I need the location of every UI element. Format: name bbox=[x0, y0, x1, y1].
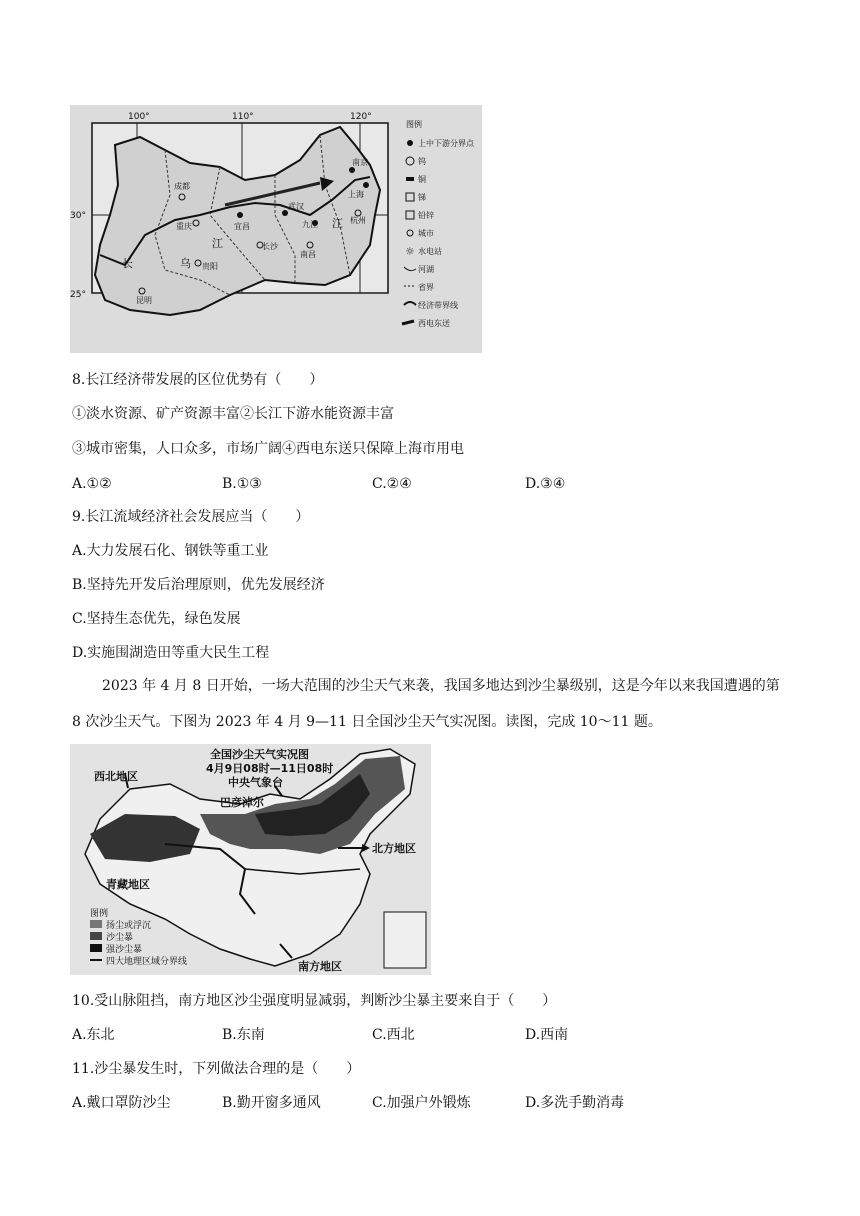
q8-stem: 8.长江经济带发展的区位优势有（ ） bbox=[72, 372, 324, 388]
city-label: 宜昌 bbox=[234, 222, 250, 231]
river-char: 江 bbox=[212, 237, 223, 250]
region-north: 北方地区 bbox=[372, 842, 416, 855]
legend-item: 强沙尘暴 bbox=[106, 945, 143, 955]
legend-title: 图例 bbox=[406, 120, 422, 129]
lon-label: 120° bbox=[350, 112, 372, 122]
city-label: 南京 bbox=[352, 158, 368, 167]
map2-time: 4月9日08时—11日08时 bbox=[206, 762, 334, 775]
q9-option-b: B.坚持先开发后治理原则，优先发展经济 bbox=[72, 577, 325, 593]
legend-item: 铅锌 bbox=[418, 211, 434, 220]
q8-option-d: D.③④ bbox=[525, 476, 566, 492]
q11-option-c: C.加强户外锻炼 bbox=[372, 1095, 471, 1111]
q11-option-b: B.勤开窗多通风 bbox=[222, 1095, 321, 1111]
q8-option-a: A.①② bbox=[72, 476, 112, 492]
dust-weather-map bbox=[70, 744, 431, 975]
region-bayannur: 巴彦淖尔 bbox=[220, 796, 264, 809]
q9-option-c: C.坚持生态优先，绿色发展 bbox=[72, 611, 241, 627]
legend-item: 西电东送 bbox=[418, 319, 450, 328]
map2-title: 全国沙尘天气实况图 bbox=[210, 748, 309, 761]
city-label: 成都 bbox=[174, 182, 190, 191]
q11-option-a: A.戴口罩防沙尘 bbox=[72, 1095, 171, 1111]
q9-option-a: A.大力发展石化、钢铁等重工业 bbox=[72, 543, 269, 559]
legend-item: 四大地理区域分界线 bbox=[106, 957, 188, 967]
city-label: 长沙 bbox=[262, 242, 278, 251]
q8-statement-1: ①淡水资源、矿产资源丰富②长江下游水能资源丰富 bbox=[72, 406, 394, 422]
legend-item: 经济带界线 bbox=[418, 301, 458, 310]
lon-label: 100° bbox=[128, 112, 150, 122]
legend-item: 锑 bbox=[418, 193, 426, 202]
river-char: 江 bbox=[332, 217, 343, 230]
river-char: 乌 bbox=[180, 257, 191, 270]
city-label: 贵阳 bbox=[202, 262, 218, 271]
q10-option-d: D.西南 bbox=[525, 1027, 569, 1043]
city-label: 重庆 bbox=[176, 222, 192, 231]
q8-statement-2: ③城市密集，人口众多，市场广阔④西电东送只保障上海市用电 bbox=[72, 441, 464, 457]
legend-item: 铜 bbox=[418, 175, 426, 184]
q9-stem: 9.长江流域经济社会发展应当（ ） bbox=[72, 509, 310, 525]
q8-option-c: C.②④ bbox=[372, 476, 412, 492]
map2-source: 中央气象台 bbox=[228, 776, 283, 789]
city-label: 杭州 bbox=[350, 216, 366, 225]
q10-option-c: C.西北 bbox=[372, 1027, 415, 1043]
yangtze-economic-belt-map bbox=[70, 105, 482, 353]
region-south: 南方地区 bbox=[298, 960, 342, 973]
city-label: 九江 bbox=[302, 220, 318, 229]
lat-label: 30° bbox=[70, 211, 86, 221]
legend-item: 城市 bbox=[418, 229, 434, 238]
map2-legend-title: 图例 bbox=[90, 909, 109, 919]
legend-item: 钨 bbox=[418, 157, 426, 166]
legend-item: 省界 bbox=[418, 283, 434, 292]
q11-stem: 11.沙尘暴发生时，下列做法合理的是（ ） bbox=[72, 1061, 361, 1077]
passage-text: 2023 年 4 月 8 日开始，一场大范围的沙尘天气来袭，我国多地达到沙尘暴级别，这是今年以来我国遭遇的第 8 次沙尘天气。下图为 2023 年 4 月 9—11 日全国沙尘天气实况图。读图，完成 10～11 题。 bbox=[72, 678, 780, 730]
region-qinghai-tibet: 青藏地区 bbox=[106, 878, 150, 891]
lon-label: 110° bbox=[232, 112, 254, 122]
q9-option-d: D.实施围湖造田等重大民生工程 bbox=[72, 645, 270, 661]
city-label: 昆明 bbox=[136, 296, 152, 305]
legend-item: 扬尘或浮沉 bbox=[106, 921, 152, 931]
lat-label: 25° bbox=[70, 290, 86, 300]
river-char: 长 bbox=[122, 257, 133, 270]
legend-item: 沙尘暴 bbox=[106, 933, 134, 943]
q8-option-b: B.①③ bbox=[222, 476, 262, 492]
city-label: 武汉 bbox=[288, 202, 304, 211]
q10-stem: 10.受山脉阻挡，南方地区沙尘强度明显减弱，判断沙尘暴主要来自于（ ） bbox=[72, 993, 557, 1009]
city-label: 南昌 bbox=[300, 250, 316, 259]
svg-text:☼: ☼ bbox=[405, 245, 415, 258]
legend-item: 水电站 bbox=[418, 247, 442, 256]
legend-item: 上中下游分界点 bbox=[418, 139, 474, 148]
q11-option-d: D.多洗手勤消毒 bbox=[525, 1095, 625, 1111]
region-northwest: 西北地区 bbox=[94, 770, 138, 783]
q10-option-b: B.东南 bbox=[222, 1027, 265, 1043]
city-label: 上海 bbox=[348, 190, 364, 199]
legend-item: 河湖 bbox=[418, 265, 434, 274]
q10-option-a: A.东北 bbox=[72, 1027, 115, 1043]
